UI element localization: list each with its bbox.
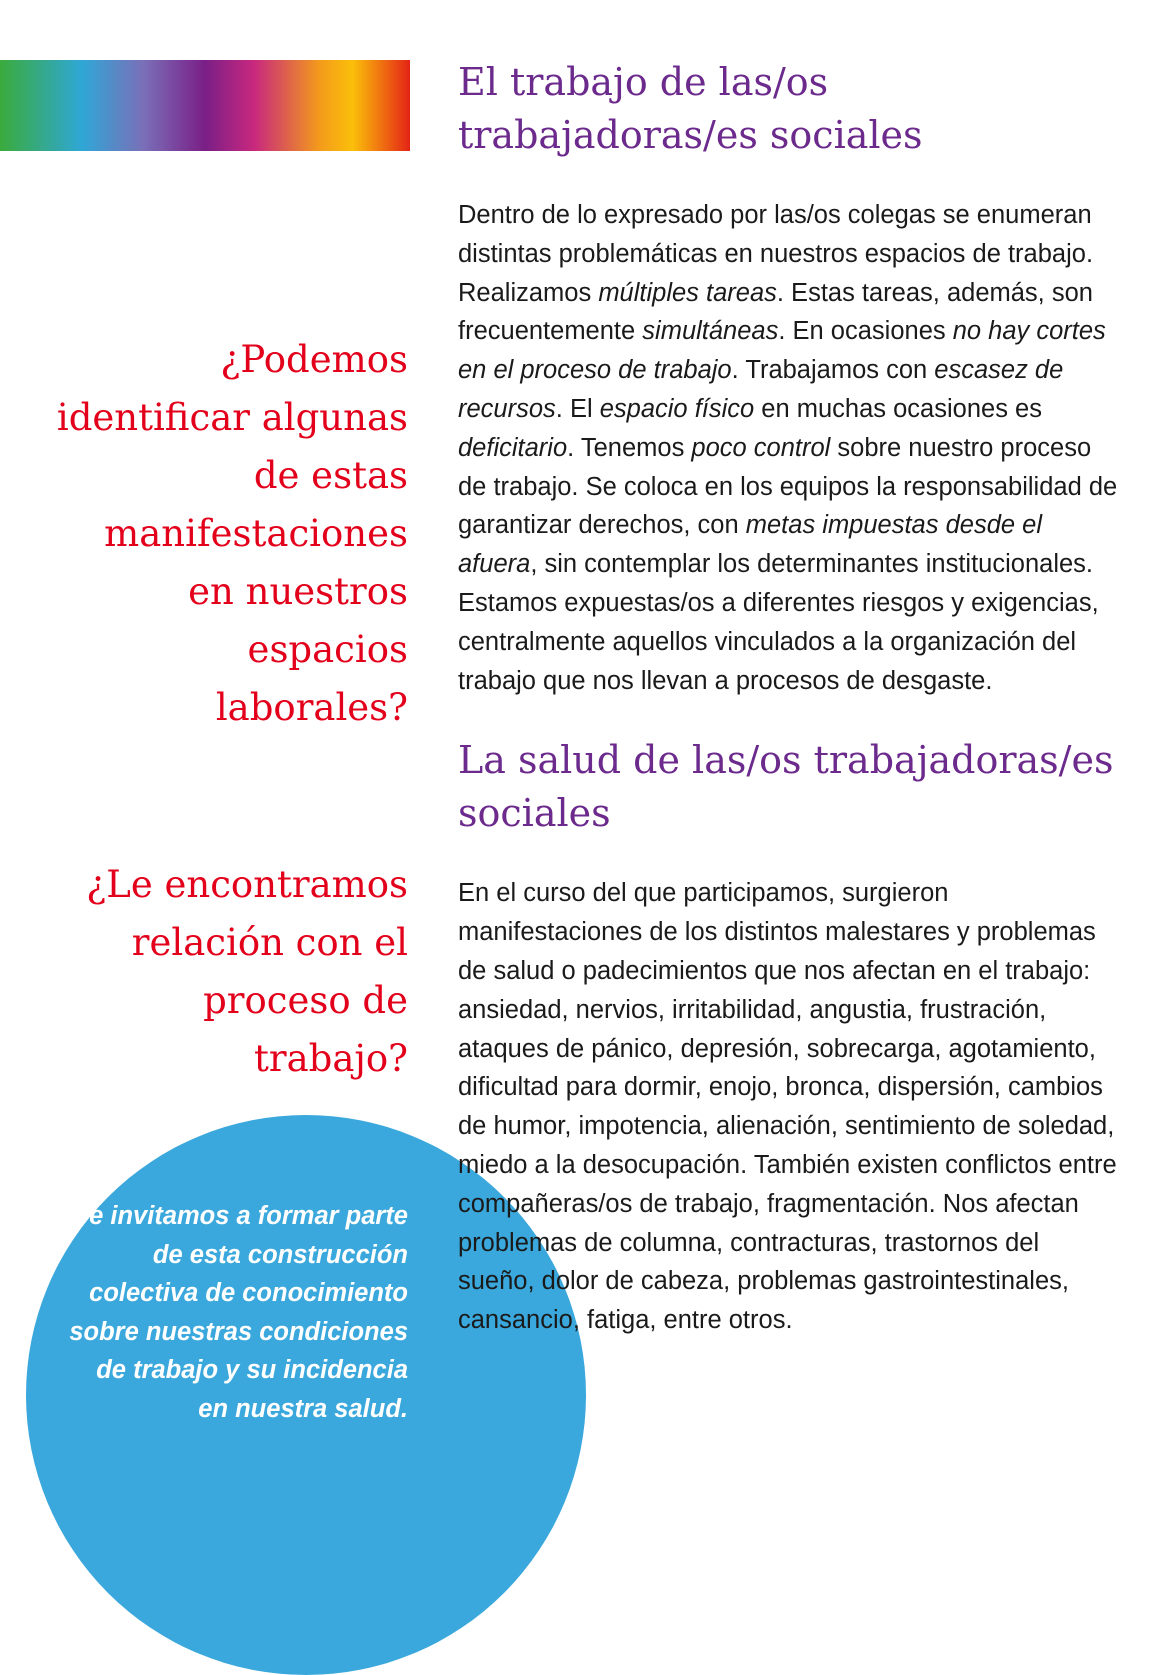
text-run: en muchas ocasiones es (754, 394, 1042, 423)
text-run: , sin contemplar los determinantes institucionales. Estamos expuestas/os a diferentes riesgos y exigencias, centralmente aquellos vinculados a la organización del trabajo que nos llevan a procesos de desgaste. (458, 550, 1099, 695)
emphasis-text: no hay cortes en el proceso de trabajo (458, 317, 1106, 385)
emphasis-text: escasez de recursos (458, 356, 1064, 423)
rainbow-gradient-bar (0, 60, 410, 151)
question-work-process-relation: ¿Le encontramos relación con el proceso de trabajo? (86, 863, 408, 1080)
text-run: . Trabajamos con (731, 356, 935, 385)
section-heading-trabajo: El trabajo de las/os trabajadoras/es sociales (458, 60, 923, 157)
emphasis-text: espacio físico (599, 394, 755, 423)
section-heading-salud: La salud de las/os trabajadoras/es sociales (458, 738, 1114, 836)
text-run: En el curso del que participamos, surgieron manifestaciones de los distintos malestares y problemas de salud o padecimientos que nos afectan en el trabajo: ansiedad, nervios, irritabilidad, angustia, frustración, ataques de pánico, depresión, sobrecarga, agotamiento, dificultad para dormir, enojo, bronca, dispersión, cambios de humor, impotencia, alienación, sentimiento de soledad, miedo a la desocupación. También existen conflictos entre compañeras/os de trabajo, fragmentación. Nos afectan problemas de columna, contracturas, trastornos del sueño, dolor de cabeza, problemas gastrointestinales, cansancio, fatiga, entre otros. (458, 879, 1117, 1335)
emphasis-text: poco control (691, 433, 831, 462)
question-identify-manifestations: ¿Podemos identificar algunas de estas manifestaciones en nuestros espacios laborales? (56, 338, 408, 729)
text-run: sobre nuestro proceso de trabajo. Se coloca en los equipos la responsabilidad de garantizar derechos, con (458, 433, 1118, 540)
text-run: . Estas tareas, además, son frecuentemente (458, 278, 1093, 346)
main-content-column (458, 56, 1118, 1340)
emphasis-text: metas impuestas desde el afuera (458, 511, 1042, 579)
invitation-text: Te invitamos a formar parte de esta construcción colectiva de conocimiento sobre nuestras condiciones de trabajo y su incidencia en nuestra salud. (69, 1202, 408, 1423)
text-run: . Tenemos (567, 433, 692, 462)
emphasis-text: múltiples tareas (598, 278, 777, 307)
emphasis-text: deficitario (458, 433, 568, 462)
section-paragraph-salud (458, 874, 1118, 1340)
section-paragraph-trabajo (458, 196, 1118, 700)
emphasis-text: simultáneas (642, 317, 779, 346)
text-run: Dentro de lo expresado por las/os colegas se enumeran distintas problemáticas en nuestros espacios de trabajo. Realizamos (458, 201, 1094, 307)
text-run: . El (555, 394, 600, 423)
text-run: . En ocasiones (778, 317, 953, 346)
